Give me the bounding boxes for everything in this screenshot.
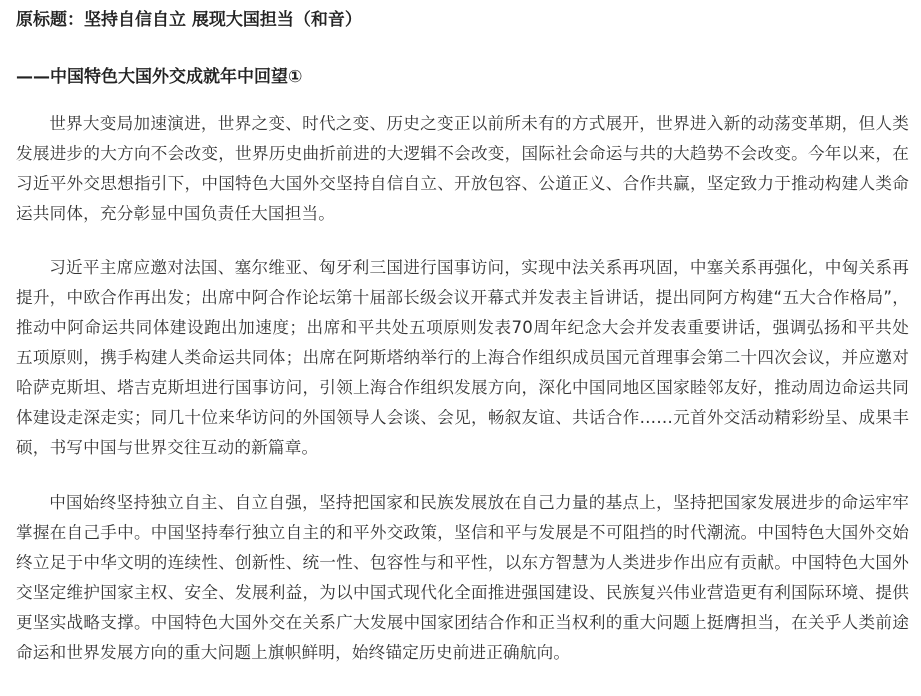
original-title: 原标题：坚持自信自立 展现大国担当（和音） xyxy=(16,10,362,30)
article-subtitle: ——中国特色大国外交成就年中回望① xyxy=(16,67,303,87)
paragraph-3: 中国始终坚持独立自主、自立自强，坚持把国家和民族发展放在自己力量的基点上，坚持把国家发展进步的命运牢牢掌握在自己手中。中国坚持奉行独立自主的和平外交政策，坚信和平与发展是不可阻挡的时代潮流。中国特色大国外交始终立足于中华文明的连续性、创新性、统一性、包容性与和平性，以东方智慧为人类进步作出应有贡献。中国特色大国外交坚定维护国家主权、安全、发展利益，为以中国式现代化全面推进强国建设、民族复兴伟业营造更有利国际环境、提供更坚实战略支撑。中国特色大国外交在关系广大发展中国家团结合作和正当权利的重大问题上挺膺担当，在关乎人类前途命运和世界发展方向的重大问题上旗帜鲜明，始终锚定历史前进正确航向。 xyxy=(16,493,909,662)
paragraph-1: 世界大变局加速演进，世界之变、时代之变、历史之变正以前所未有的方式展开，世界进入新的动荡变革期，但人类发展进步的大方向不会改变，世界历史曲折前进的大逻辑不会改变，国际社会命运与共的大趋势不会改变。今年以来，在习近平外交思想指引下，中国特色大国外交坚持自信自立、开放包容、公道正义、合作共赢，坚定致力于推动构建人类命运共同体，充分彰显中国负责任大国担当。 xyxy=(16,114,909,223)
paragraph-2: 习近平主席应邀对法国、塞尔维亚、匈牙利三国进行国事访问，实现中法关系再巩固，中塞关系再强化，中匈关系再提升，中欧合作再出发；出席中阿合作论坛第十届部长级会议开幕式并发表主旨讲话，提出同阿方构建“五大合作格局”，推动中阿命运共同体建设跑出加速度；出席和平共处五项原则发表70周年纪念大会并发表重要讲话，强调弘扬和平共处五项原则，携手构建人类命运共同体；出席在阿斯塔纳举行的上海合作组织成员国元首理事会第二十四次会议，并应邀对哈萨克斯坦、塔吉克斯坦进行国事访问，引领上海合作组织发展方向，深化中国同地区国家睦邻友好，推动周边命运共同体建设走深走实；同几十位来华访问的外国领导人会谈、会见，畅叙友谊、共话合作……元首外交活动精彩纷呈、成果丰硕，书写中国与世界交往互动的新篇章。 xyxy=(16,258,909,457)
